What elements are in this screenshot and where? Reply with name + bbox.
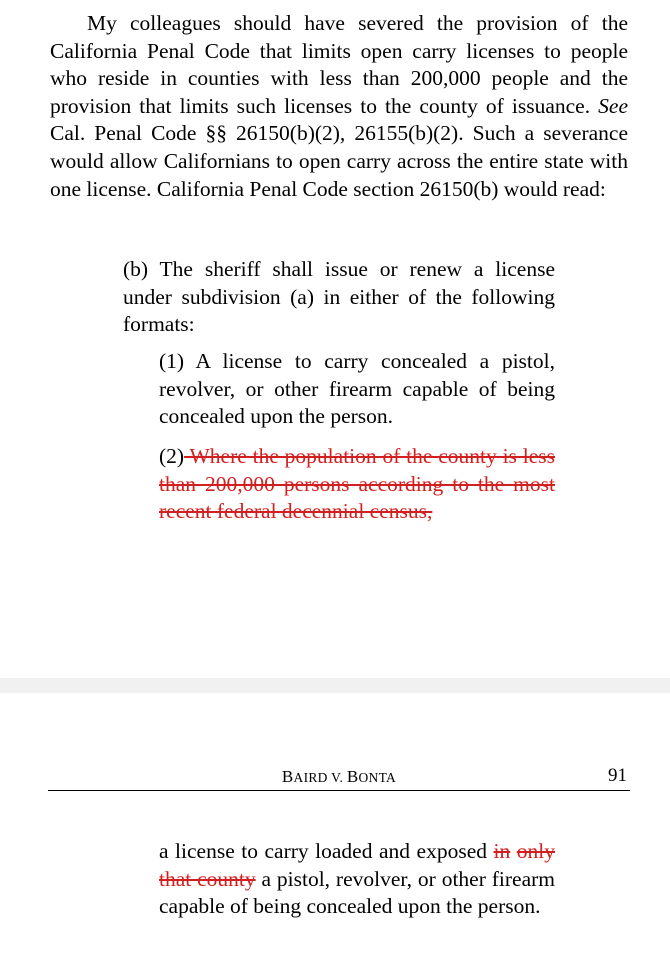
statute-subdivision-b: (b) The sheriff shall issue or renew a license under subdivision (a) in either of the following formats: — [123, 257, 555, 337]
see-signal: See — [598, 93, 628, 118]
deleted-text-in: in — [493, 839, 511, 863]
continuation-text-start: a license to carry loaded and exposed — [159, 839, 494, 863]
statute-paragraph-1: (1) A license to carry concealed a pistol, revolver, or other firearm capable of being concealed upon the person. — [159, 349, 555, 429]
continuation-text-end: a pistol, revolver, or other firearm capable of being concealed upon the person. — [159, 866, 555, 919]
deleted-text-population-clause: Where the population of the county is less than 200,000 persons according to the most recent federal decennial census, — [159, 444, 555, 524]
page-break-gap — [0, 678, 670, 693]
case-title-initial-1: B — [281, 767, 294, 786]
paragraph-2-number: (2) — [159, 444, 185, 468]
case-title-smallcaps-1: AIRD — [293, 770, 328, 785]
case-title — [48, 767, 630, 787]
case-title-smallcaps-2: ONTA — [358, 770, 397, 785]
statute-paragraph-2 — [159, 443, 555, 526]
paragraph-text-part-1: My colleagues should have severed the provision of the California Penal Code that limits open carry licenses to people who reside in counties with less than 200,000 people and the provision that limits such licenses to the county of issuance. — [50, 11, 628, 118]
deleted-text-only-that-county: only that county — [159, 839, 555, 891]
case-title-initial-2: B — [346, 767, 359, 786]
statute-paragraph-2-continuation — [159, 838, 555, 921]
case-title-versus: V. — [327, 770, 347, 785]
page-number: 91 — [608, 765, 627, 786]
running-header — [48, 764, 630, 791]
paragraph-text-part-2: Cal. Penal Code §§ 26150(b)(2), 26155(b)(2). Such a severance would allow Californians to open carry across the entire state with one license. California Penal Code section 26150(b) would read: — [50, 121, 628, 201]
body-paragraph — [50, 10, 628, 203]
